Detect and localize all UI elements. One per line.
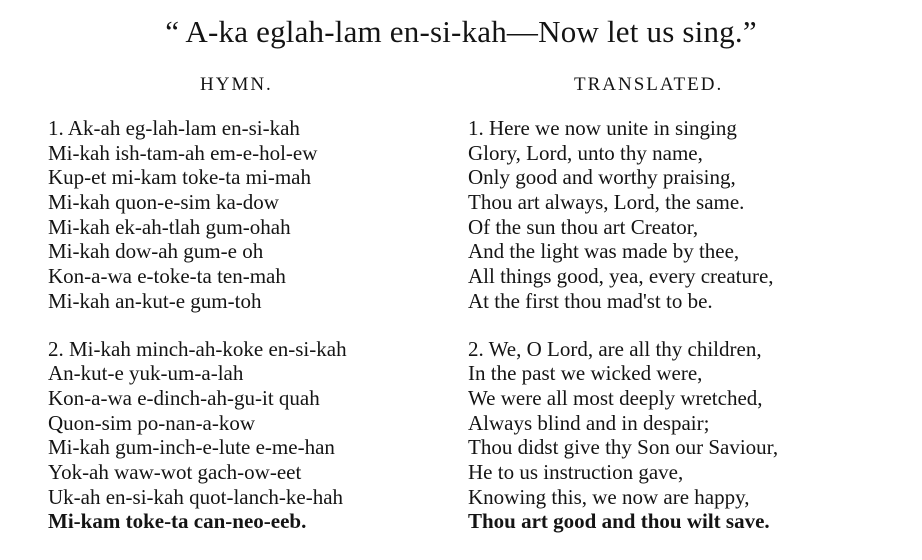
- translated-line: 1. Here we now unite in singing: [468, 116, 737, 140]
- translated-line: Thou art always, Lord, the same.: [468, 190, 745, 215]
- translated-line: We were all most deeply wretched,: [468, 385, 763, 410]
- hymn-line: Kon-a-wa e-toke-ta ten-mah: [48, 264, 286, 289]
- hymn-stanza-1: [48, 116, 347, 314]
- hymn-stanza-2: [48, 337, 347, 535]
- translated-line: All things good, yea, every creature,: [468, 264, 774, 289]
- translated-column: [468, 116, 778, 534]
- hymn-line: Mi-kam toke-ta can-neo-eeb.: [48, 509, 307, 534]
- hymn-column-heading: HYMN.: [200, 74, 273, 95]
- hymn-line: Mi-kah ek-ah-tlah gum-ohah: [48, 214, 291, 239]
- hymn-line: Kup-et mi-kam toke-ta mi-mah: [48, 165, 312, 190]
- translated-line: Only good and worthy praising,: [468, 165, 736, 190]
- hymn-line: Uk-ah en-si-kah quot-lanch-ke-hah: [48, 484, 344, 509]
- translated-line: 2. We, O Lord, are all thy children,: [468, 336, 762, 361]
- translated-line: He to us instruction gave,: [468, 459, 684, 484]
- translated-column-heading: TRANSLATED.: [574, 74, 724, 95]
- hymn-line: Mi-kah an-kut-e gum-toh: [48, 288, 262, 313]
- hymn-line: Yok-ah waw-wot gach-ow-eet: [48, 459, 302, 484]
- hymn-line: Mi-kah dow-ah gum-e oh: [48, 239, 264, 264]
- hymn-line: 2. Mi-kah minch-ah-koke en-si-kah: [48, 336, 347, 361]
- translated-line: At the first thou mad'st to be.: [468, 288, 713, 313]
- translated-line: In the past we wicked were,: [468, 361, 703, 386]
- translated-line: Thou didst give thy Son our Saviour,: [468, 435, 779, 460]
- hymn-line: Mi-kah gum-inch-e-lute e-me-han: [48, 435, 335, 460]
- hymn-line: 1. Ak-ah eg-lah-lam en-si-kah: [48, 116, 300, 140]
- hymn-line: Mi-kah quon-e-sim ka-dow: [48, 190, 279, 215]
- translated-stanza-2: [468, 337, 778, 535]
- hymn-line: Kon-a-wa e-dinch-ah-gu-it quah: [48, 385, 320, 410]
- translated-stanza-1: [468, 116, 778, 314]
- page-title: “ A-ka eglah-lam en-si-kah—Now let us sing.”: [165, 14, 757, 49]
- hymn-line: Quon-sim po-nan-a-kow: [48, 410, 256, 435]
- hymn-line: Mi-kah ish-tam-ah em-e-hol-ew: [48, 140, 318, 165]
- translated-line: Glory, Lord, unto thy name,: [468, 140, 703, 165]
- translated-line: And the light was made by thee,: [468, 239, 740, 264]
- hymn-column: [48, 116, 347, 534]
- translated-line: Knowing this, we now are happy,: [468, 484, 750, 509]
- translated-line: Of the sun thou art Creator,: [468, 214, 699, 239]
- translated-line: Always blind and in despair;: [468, 410, 710, 435]
- translated-line: Thou art good and thou wilt save.: [468, 509, 770, 534]
- hymn-line: An-kut-e yuk-um-a-lah: [48, 361, 244, 386]
